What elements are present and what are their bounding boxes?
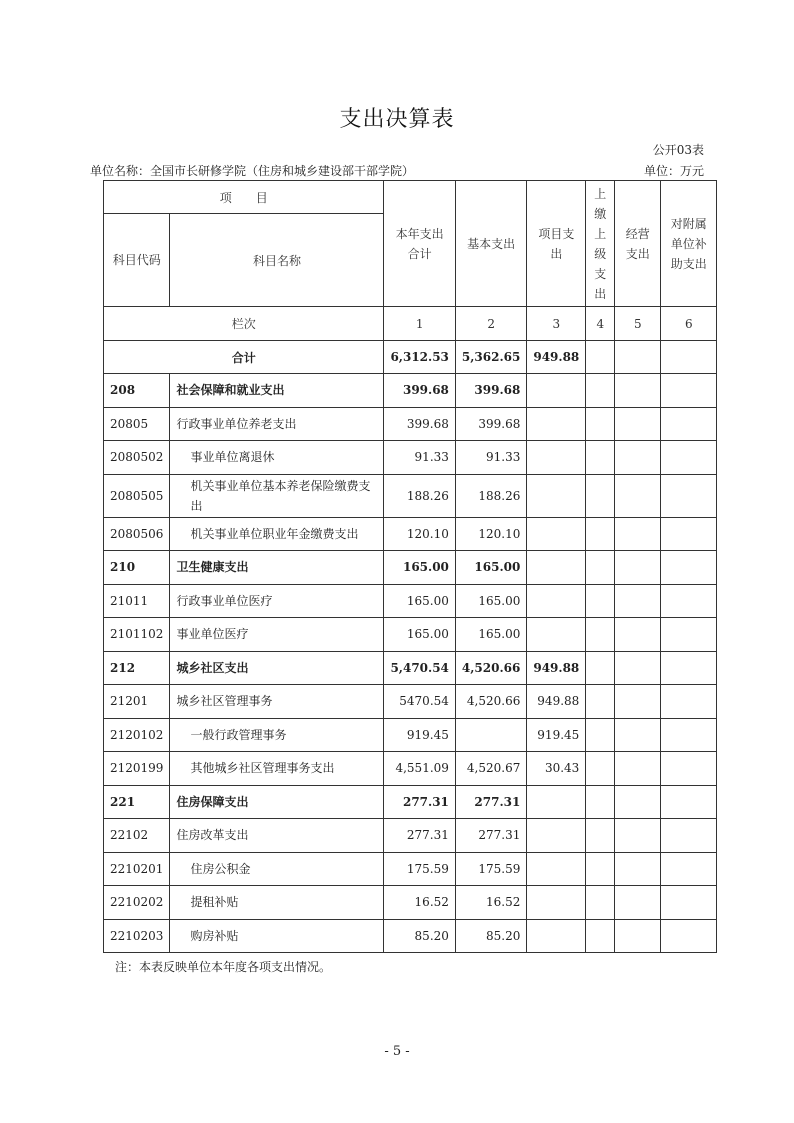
amount-cell <box>615 785 661 819</box>
subject-name: 住房公积金 <box>170 852 384 886</box>
total-value <box>615 341 661 374</box>
table-row <box>104 886 717 920</box>
subject-name: 住房保障支出 <box>170 785 384 819</box>
amount-cell: 120.10 <box>455 517 526 551</box>
total-value: 6,312.53 <box>384 341 455 374</box>
amount-cell: 85.20 <box>384 919 455 953</box>
total-value <box>661 341 717 374</box>
amount-cell: 91.33 <box>455 441 526 475</box>
amount-cell: 120.10 <box>384 517 455 551</box>
amount-cell <box>586 718 615 752</box>
amount-cell <box>527 517 586 551</box>
expenditure-table <box>103 180 717 953</box>
amount-cell: 165.00 <box>455 584 526 618</box>
amount-cell: 4,551.09 <box>384 752 455 786</box>
subject-code: 210 <box>104 551 170 585</box>
col-num: 3 <box>527 307 586 341</box>
amount-cell <box>615 584 661 618</box>
amount-cell: 919.45 <box>527 718 586 752</box>
subject-code: 2210202 <box>104 886 170 920</box>
table-row <box>104 752 717 786</box>
amount-cell <box>615 919 661 953</box>
amount-cell <box>615 441 661 475</box>
header-total: 本年支出合计 <box>384 181 455 307</box>
amount-cell <box>586 618 615 652</box>
currency-unit: 单位：万元 <box>643 164 704 178</box>
amount-cell <box>527 618 586 652</box>
subject-code: 212 <box>104 651 170 685</box>
amount-cell <box>661 752 717 786</box>
amount-cell: 919.45 <box>384 718 455 752</box>
amount-cell <box>661 852 717 886</box>
amount-cell: 399.68 <box>455 407 526 441</box>
header-basic: 基本支出 <box>455 181 526 307</box>
total-value <box>586 341 615 374</box>
page-number: - 5 - <box>384 1044 410 1059</box>
subject-name: 行政事业单位医疗 <box>170 584 384 618</box>
amount-cell <box>661 584 717 618</box>
amount-cell <box>661 886 717 920</box>
amount-cell: 188.26 <box>384 474 455 517</box>
table-row <box>104 474 717 517</box>
amount-cell: 165.00 <box>455 551 526 585</box>
amount-cell <box>586 584 615 618</box>
table-row <box>104 618 717 652</box>
subject-name: 提租补贴 <box>170 886 384 920</box>
amount-cell: 85.20 <box>455 919 526 953</box>
amount-cell: 165.00 <box>384 618 455 652</box>
subject-code: 221 <box>104 785 170 819</box>
amount-cell: 165.00 <box>384 551 455 585</box>
subject-name: 其他城乡社区管理事务支出 <box>170 752 384 786</box>
subject-name: 机关事业单位基本养老保险缴费支出 <box>170 474 384 517</box>
amount-cell <box>661 374 717 408</box>
amount-cell: 188.26 <box>455 474 526 517</box>
amount-cell <box>527 819 586 853</box>
table-row <box>104 651 717 685</box>
amount-cell: 165.00 <box>384 584 455 618</box>
amount-cell <box>586 441 615 475</box>
amount-cell <box>661 718 717 752</box>
total-row <box>104 341 717 374</box>
amount-cell <box>527 886 586 920</box>
amount-cell <box>615 374 661 408</box>
amount-cell <box>586 919 615 953</box>
total-label: 合计 <box>104 341 384 374</box>
amount-cell: 277.31 <box>455 819 526 853</box>
subject-code: 22102 <box>104 819 170 853</box>
amount-cell <box>615 819 661 853</box>
table-row <box>104 517 717 551</box>
amount-cell: 30.43 <box>527 752 586 786</box>
amount-cell <box>661 685 717 719</box>
header-code: 科目代码 <box>104 214 170 307</box>
amount-cell <box>527 474 586 517</box>
amount-cell <box>455 718 526 752</box>
subject-code: 2210201 <box>104 852 170 886</box>
table-row <box>104 374 717 408</box>
amount-cell <box>661 651 717 685</box>
amount-cell <box>586 407 615 441</box>
subject-code: 2101102 <box>104 618 170 652</box>
amount-cell: 175.59 <box>455 852 526 886</box>
header-name: 科目名称 <box>170 214 384 307</box>
amount-cell <box>586 517 615 551</box>
col-num: 5 <box>615 307 661 341</box>
amount-cell <box>661 441 717 475</box>
amount-cell: 949.88 <box>527 651 586 685</box>
table-row <box>104 685 717 719</box>
subject-name: 事业单位离退休 <box>170 441 384 475</box>
subject-code: 2120102 <box>104 718 170 752</box>
amount-cell <box>615 651 661 685</box>
amount-cell <box>661 919 717 953</box>
amount-cell <box>586 785 615 819</box>
amount-cell <box>661 551 717 585</box>
subject-name: 一般行政管理事务 <box>170 718 384 752</box>
amount-cell <box>615 718 661 752</box>
col-num: 2 <box>455 307 526 341</box>
subject-code: 208 <box>104 374 170 408</box>
amount-cell: 5470.54 <box>384 685 455 719</box>
subject-name: 行政事业单位养老支出 <box>170 407 384 441</box>
subject-code: 2080502 <box>104 441 170 475</box>
amount-cell <box>615 407 661 441</box>
subject-name: 城乡社区支出 <box>170 651 384 685</box>
subject-code: 2120199 <box>104 752 170 786</box>
amount-cell <box>586 886 615 920</box>
table-row <box>104 551 717 585</box>
subject-name: 卫生健康支出 <box>170 551 384 585</box>
amount-cell <box>586 819 615 853</box>
amount-cell <box>527 551 586 585</box>
header-upper: 上 缴 上 级 支 出 <box>586 181 615 307</box>
subject-code: 21201 <box>104 685 170 719</box>
amount-cell: 4,520.67 <box>455 752 526 786</box>
amount-cell <box>586 852 615 886</box>
amount-cell <box>615 752 661 786</box>
amount-cell: 91.33 <box>384 441 455 475</box>
subject-code: 2080506 <box>104 517 170 551</box>
amount-cell: 4,520.66 <box>455 651 526 685</box>
header-project: 项 目 <box>104 181 384 214</box>
amount-cell <box>527 374 586 408</box>
subject-name: 社会保障和就业支出 <box>170 374 384 408</box>
table-row <box>104 584 717 618</box>
table-row <box>104 441 717 475</box>
header-business: 经营支出 <box>615 181 661 307</box>
amount-cell <box>586 685 615 719</box>
header-column-label: 栏次 <box>104 307 384 341</box>
amount-cell <box>661 618 717 652</box>
amount-cell <box>527 852 586 886</box>
unit-name: 单位名称：全国市长研修学院（住房和城乡建设部干部学院） <box>90 164 415 178</box>
amount-cell <box>661 517 717 551</box>
subject-name: 购房补贴 <box>170 919 384 953</box>
table-row <box>104 852 717 886</box>
subject-name: 事业单位医疗 <box>170 618 384 652</box>
amount-cell <box>586 474 615 517</box>
amount-cell: 399.68 <box>384 374 455 408</box>
amount-cell <box>586 374 615 408</box>
subject-code: 2080505 <box>104 474 170 517</box>
amount-cell <box>527 407 586 441</box>
amount-cell: 949.88 <box>527 685 586 719</box>
header-project-expense: 项目支出 <box>527 181 586 307</box>
amount-cell <box>586 752 615 786</box>
subject-name: 机关事业单位职业年金缴费支出 <box>170 517 384 551</box>
amount-cell: 399.68 <box>384 407 455 441</box>
amount-cell <box>661 407 717 441</box>
amount-cell <box>661 785 717 819</box>
subject-name: 住房改革支出 <box>170 819 384 853</box>
amount-cell: 277.31 <box>455 785 526 819</box>
header-subsidy: 对附属单位补助支出 <box>661 181 717 307</box>
table-row <box>104 407 717 441</box>
amount-cell: 165.00 <box>455 618 526 652</box>
subject-code: 2210203 <box>104 919 170 953</box>
subject-code: 20805 <box>104 407 170 441</box>
amount-cell: 277.31 <box>384 819 455 853</box>
total-value: 5,362.65 <box>455 341 526 374</box>
amount-cell <box>615 517 661 551</box>
amount-cell: 4,520.66 <box>455 685 526 719</box>
table-row <box>104 785 717 819</box>
amount-cell <box>527 919 586 953</box>
amount-cell <box>661 819 717 853</box>
table-row <box>104 819 717 853</box>
table-row <box>104 919 717 953</box>
subject-code: 21011 <box>104 584 170 618</box>
col-num: 6 <box>661 307 717 341</box>
amount-cell <box>615 685 661 719</box>
amount-cell <box>615 551 661 585</box>
amount-cell <box>615 852 661 886</box>
amount-cell <box>615 474 661 517</box>
amount-cell: 277.31 <box>384 785 455 819</box>
form-number: 公开03表 <box>652 143 704 157</box>
amount-cell: 16.52 <box>455 886 526 920</box>
table-row <box>104 718 717 752</box>
page-title: 支出决算表 <box>339 107 455 132</box>
amount-cell <box>615 618 661 652</box>
amount-cell <box>527 584 586 618</box>
subject-name: 城乡社区管理事务 <box>170 685 384 719</box>
amount-cell <box>586 651 615 685</box>
total-value: 949.88 <box>527 341 586 374</box>
amount-cell <box>615 886 661 920</box>
amount-cell: 399.68 <box>455 374 526 408</box>
col-num: 1 <box>384 307 455 341</box>
amount-cell <box>586 551 615 585</box>
footnote: 注：本表反映单位本年度各项支出情况。 <box>115 960 332 974</box>
amount-cell <box>527 441 586 475</box>
amount-cell: 5,470.54 <box>384 651 455 685</box>
amount-cell <box>661 474 717 517</box>
amount-cell: 175.59 <box>384 852 455 886</box>
col-num: 4 <box>586 307 615 341</box>
amount-cell: 16.52 <box>384 886 455 920</box>
amount-cell <box>527 785 586 819</box>
